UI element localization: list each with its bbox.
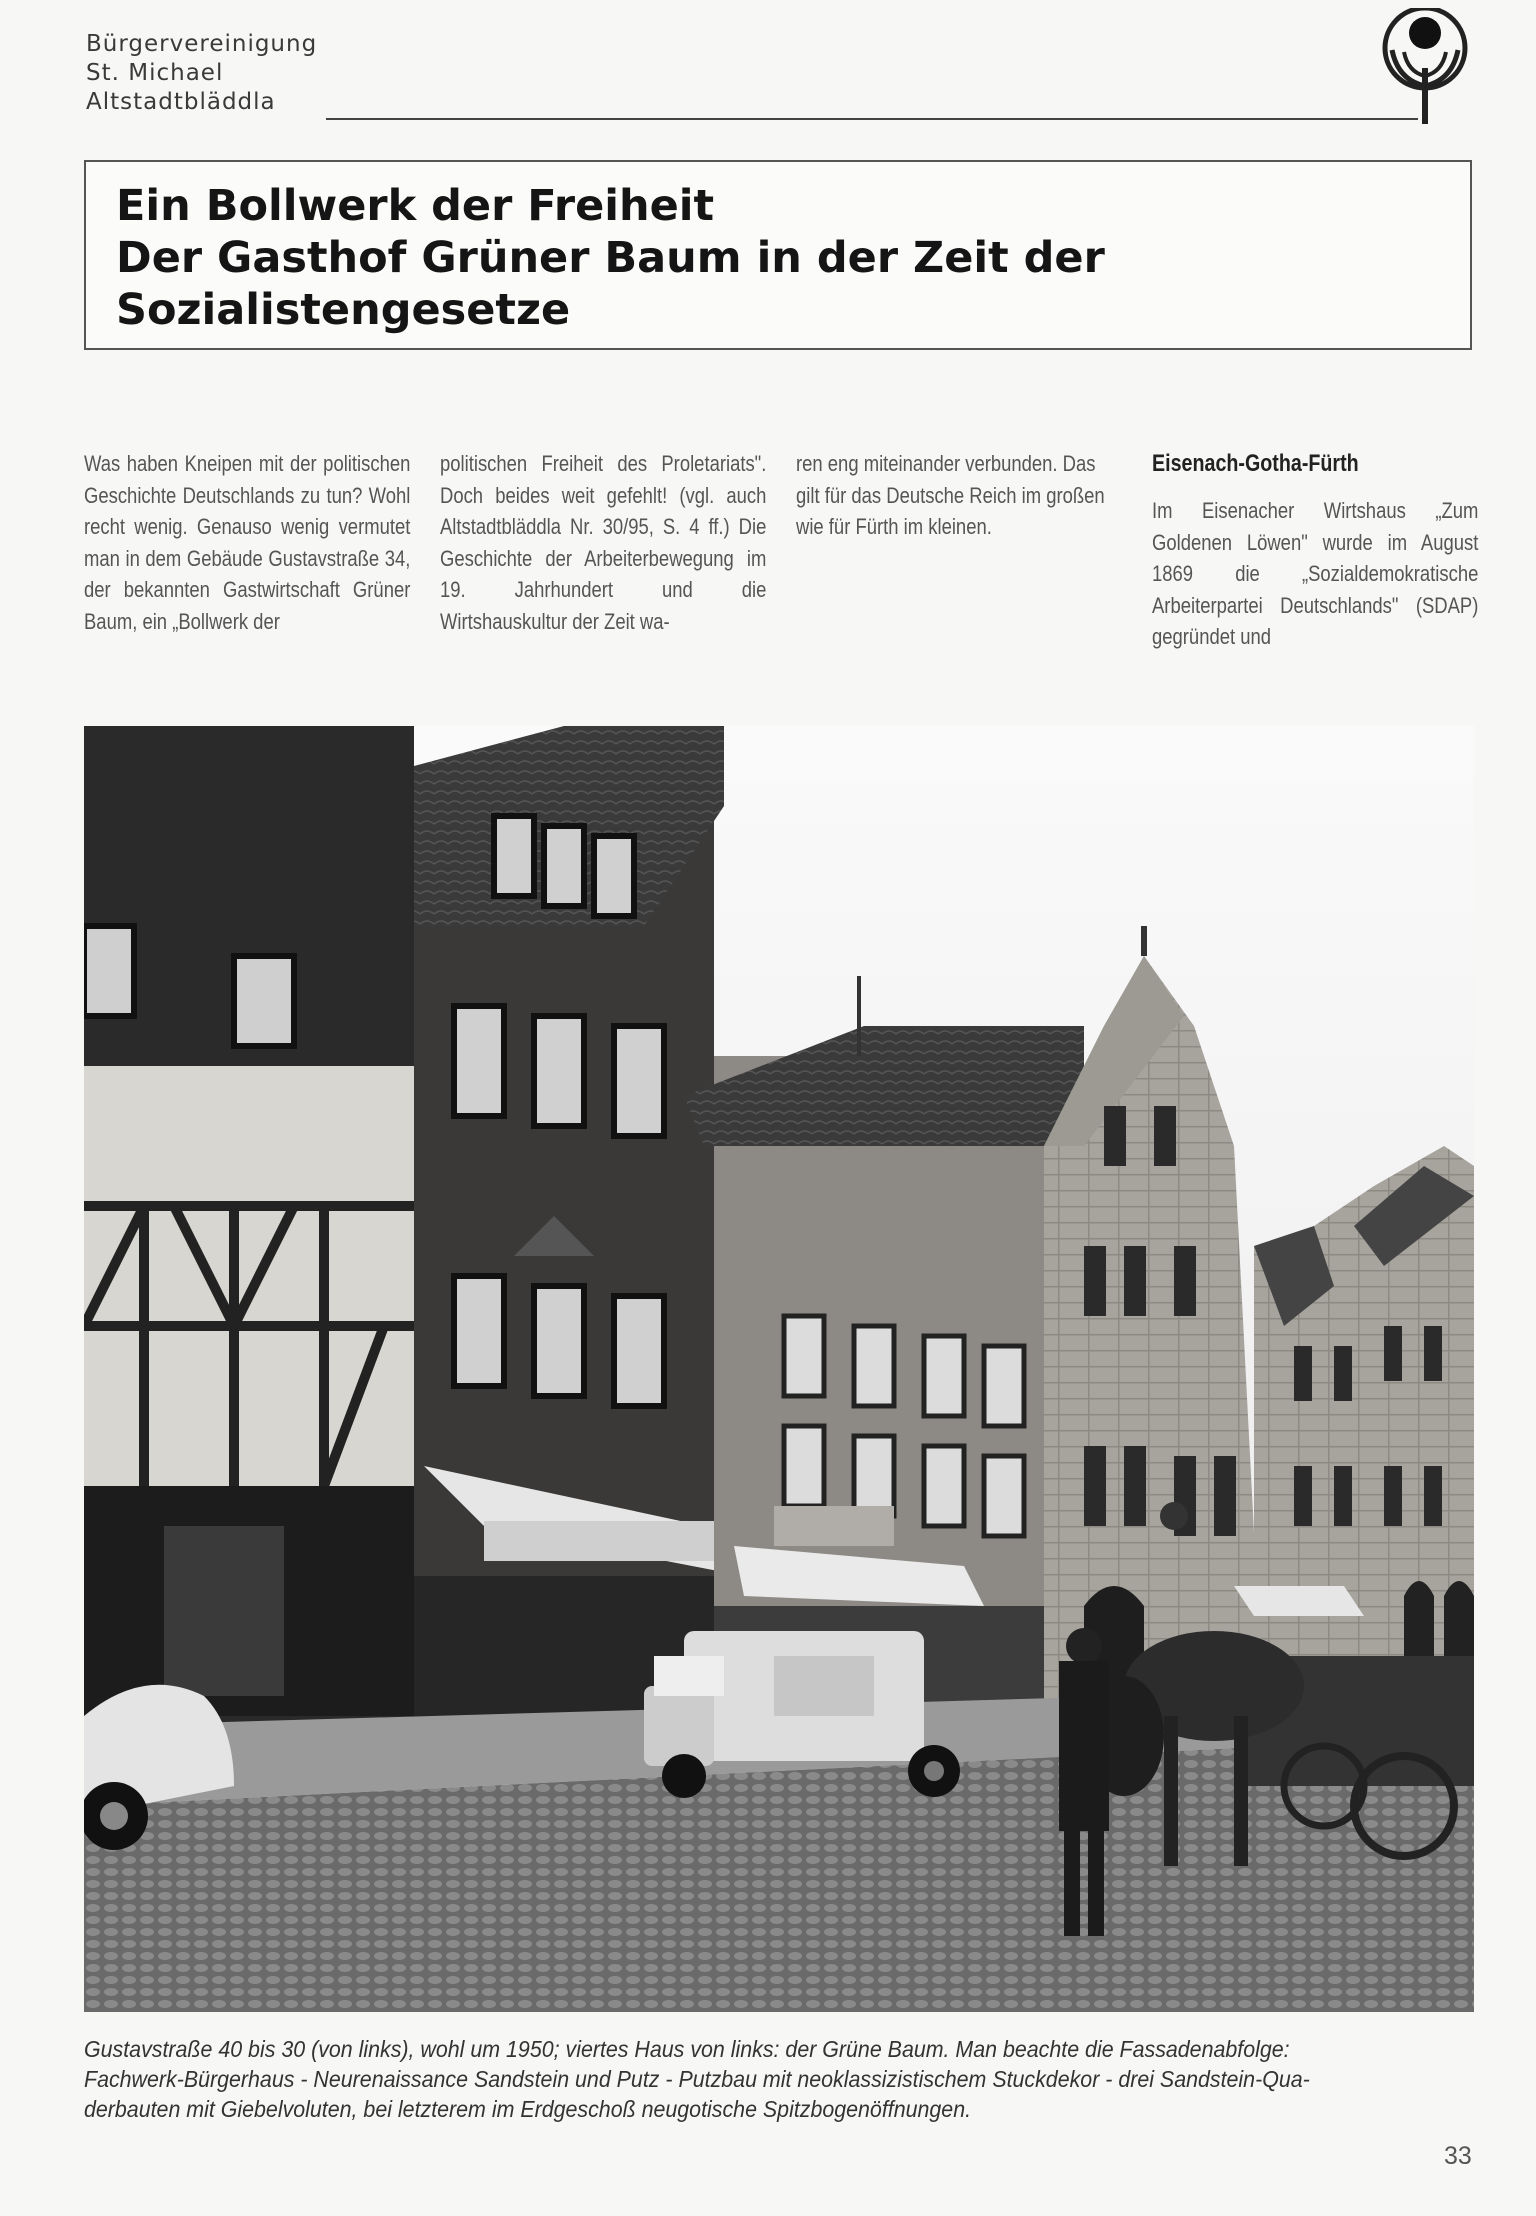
article-title-box <box>84 160 1472 350</box>
caption-line-1: Gustavstraße 40 bis 30 (von links), wohl um 1950; viertes Haus von links: der Grüne Baum. Man beachte die Fassadenabfolge: <box>84 2036 1290 2062</box>
column-4-text: Im Eisenacher Wirtshaus „Zum Goldenen Löwen" wurde im August 1869 die „Sozialdemokratische Arbeiterpartei Deutschlands" (SDAP) gegründet und <box>1152 498 1479 649</box>
association-logo-icon <box>1378 8 1472 126</box>
photo-caption <box>84 2034 1473 2124</box>
column-2-text: politischen Freiheit des Proletariats". Doch beides weit gefehlt! (vgl. auch Altstadtbläddla Nr. 30/95, S. 4 ff.) Die Geschichte der Arbeiterbewegung im 19. Jahrhundert und die Wirtshauskultur der Zeit wa- <box>440 451 767 634</box>
column-3-text: ren eng miteinander verbunden. Das gilt für das Deutsche Reich im großen wie für Fürth im kleinen. <box>796 451 1105 539</box>
column-1-text: Was haben Kneipen mit der politischen Geschichte Deutschlands zu tun? Wohl recht wenig. Genauso wenig vermutet man in dem Gebäude Gustavstraße 34, der bekannten Gastwirtschaft Grüner Baum, ein „Bollwerk der <box>84 451 411 634</box>
caption-line-2: Fachwerk-Bürgerhaus - Neurenaissance Sandstein und Putz - Putzbau mit neoklassizistischem Stuckdekor - drei Sandstein-Qua- <box>84 2066 1310 2092</box>
text-column-1 <box>84 448 410 637</box>
masthead <box>86 30 317 117</box>
text-column-4 <box>1152 448 1478 653</box>
section-heading: Eisenach-Gotha-Fürth <box>1152 450 1359 477</box>
text-column-3 <box>796 448 1122 543</box>
historical-street-photo <box>84 726 1474 2012</box>
caption-line-3: derbauten mit Giebelvoluten, bei letzterem im Erdgeschoß neugotische Spitzbogenöffnungen. <box>84 2096 972 2122</box>
masthead-line-2: St. Michael <box>86 60 224 86</box>
article-title-line-3: Sozialistengesetze <box>116 285 571 335</box>
masthead-line-1: Bürgervereinigung <box>86 31 318 57</box>
header-rule <box>326 118 1418 120</box>
text-column-2 <box>440 448 766 637</box>
article-title-line-1: Ein Bollwerk der Freiheit <box>116 181 715 231</box>
article-title-line-2: Der Gasthof Grüner Baum in der Zeit der <box>116 233 1105 283</box>
masthead-line-3: Altstadtbläddla <box>86 89 276 115</box>
page-number: 33 <box>1444 2142 1472 2170</box>
